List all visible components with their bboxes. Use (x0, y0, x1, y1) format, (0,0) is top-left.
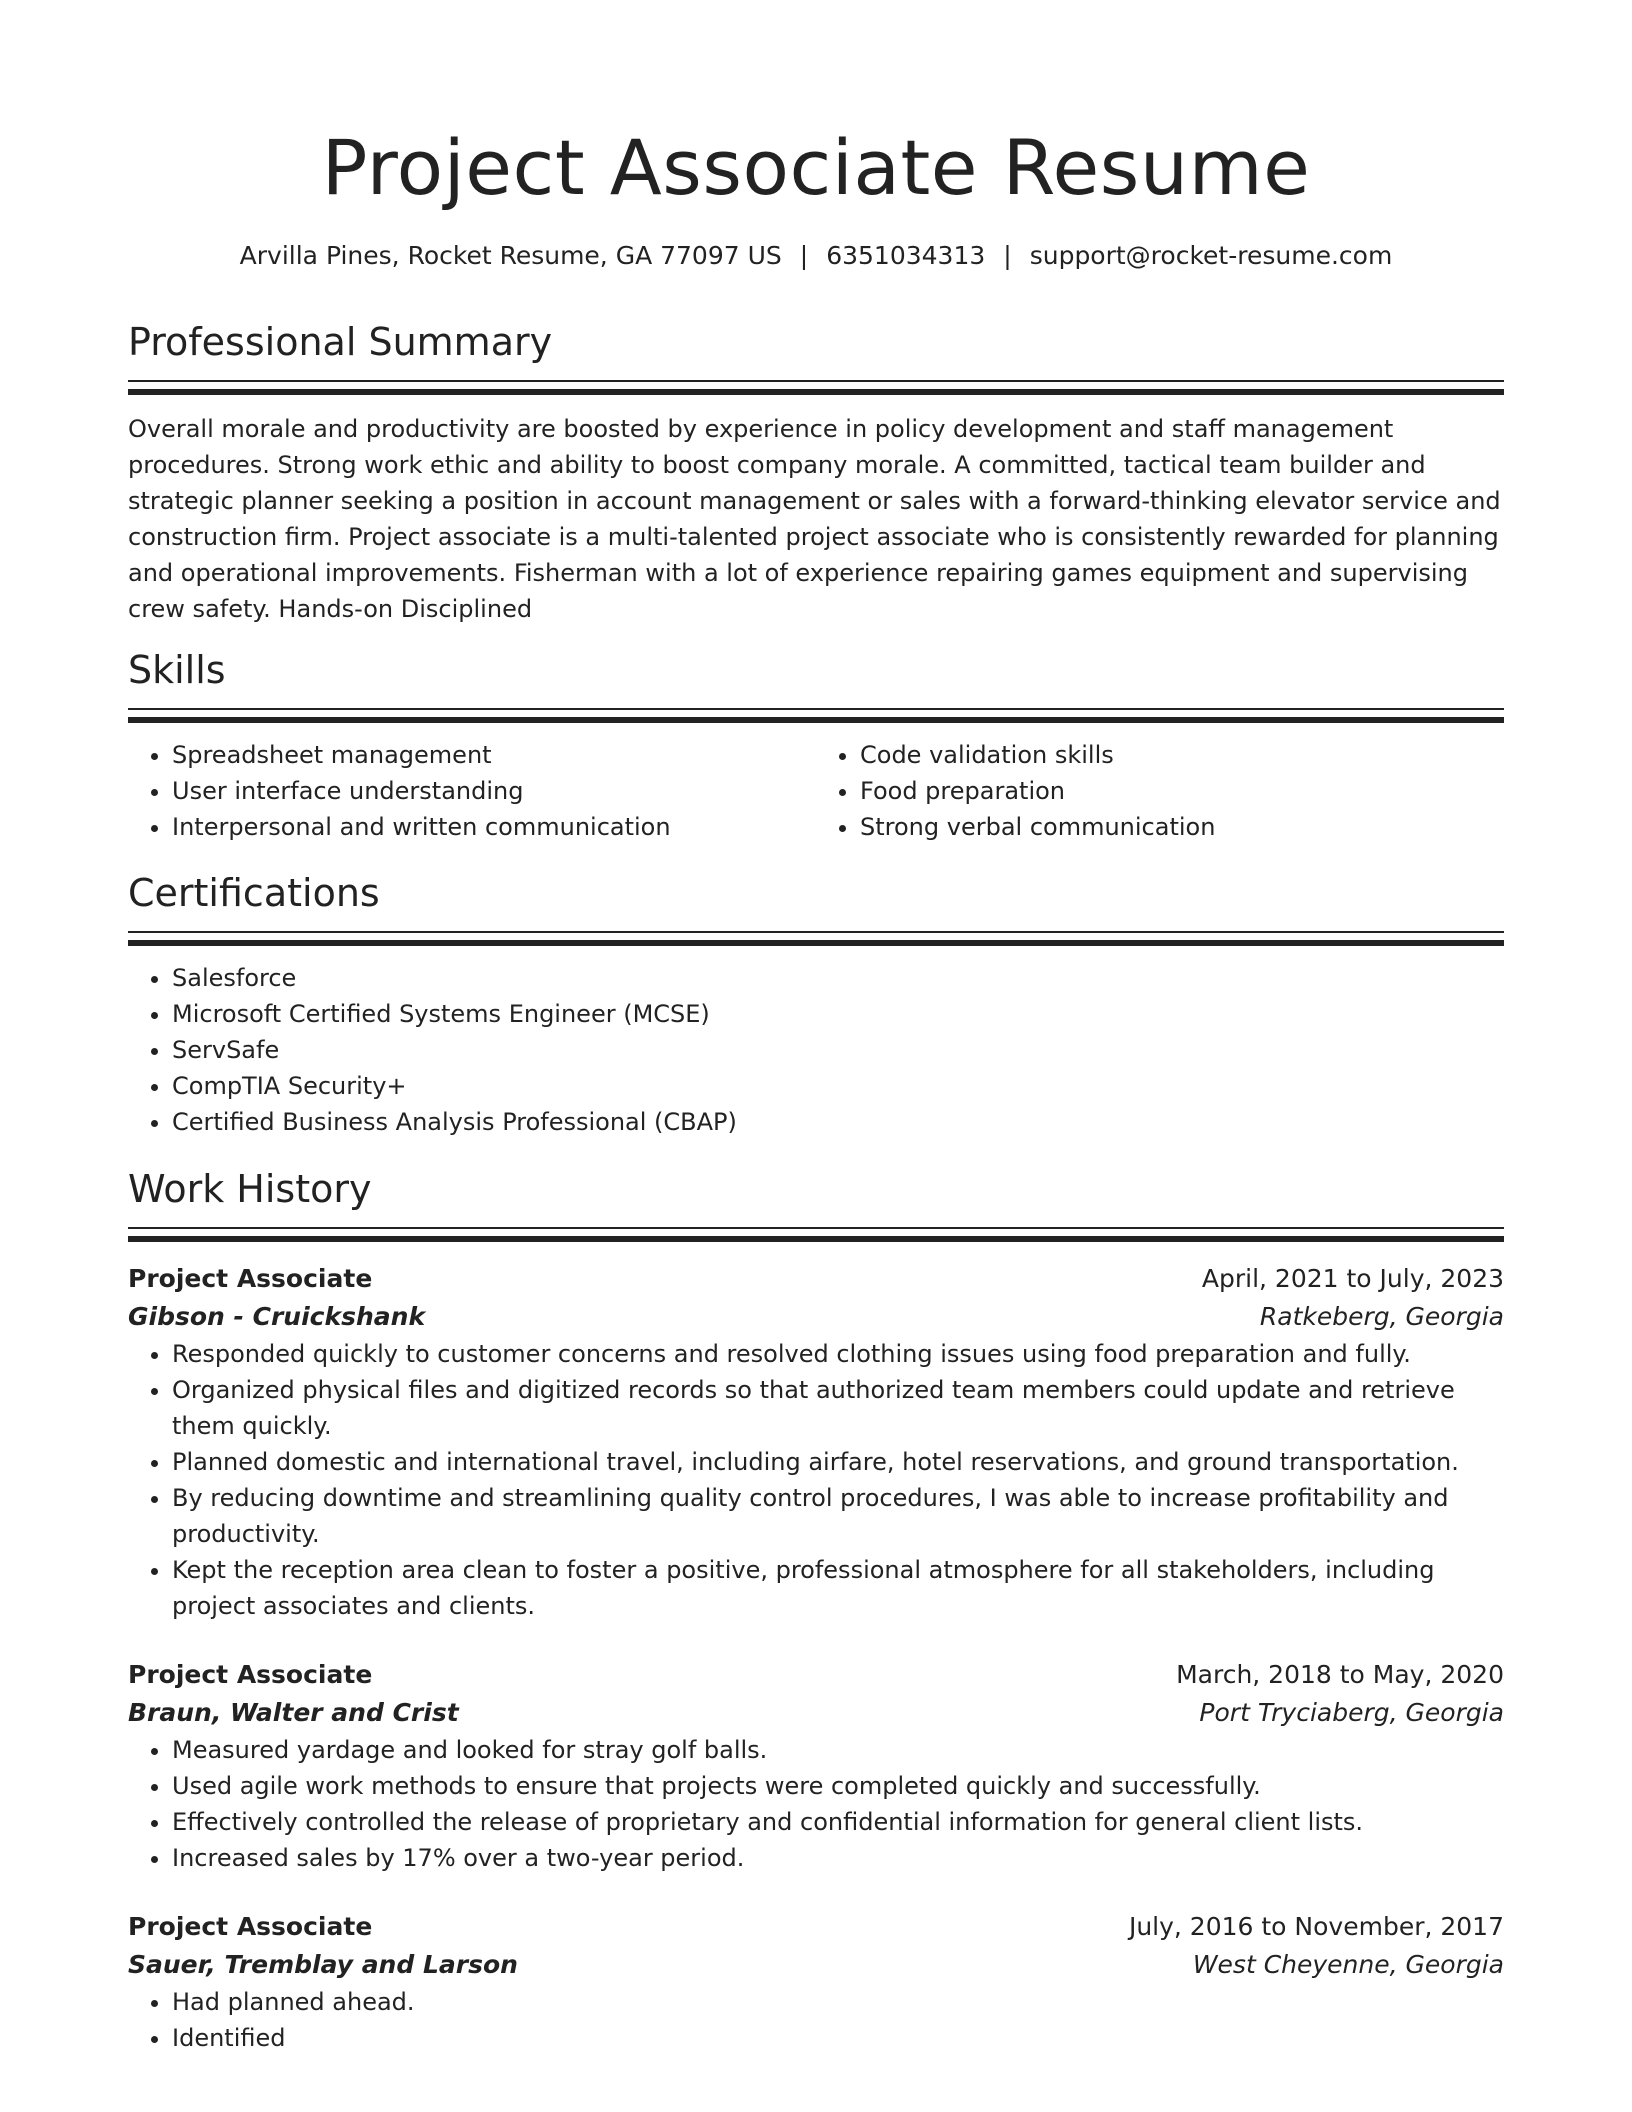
skill-item: • Interpersonal and written communication (172, 809, 816, 845)
certification-item: • ServSafe (172, 1032, 1504, 1068)
job-bullets (128, 1984, 1504, 2056)
certification-item: • CompTIA Security+ (172, 1068, 1504, 1104)
job-dates: March, 2018 to May, 2020 (1176, 1660, 1504, 1689)
job-header-row (128, 1260, 1504, 1298)
skill-item: • User interface understanding (172, 773, 816, 809)
job-bullet: • Identified (172, 2020, 1504, 2056)
job-header-row (128, 1656, 1504, 1694)
section-rule-thick (128, 940, 1504, 946)
job-bullets (128, 1336, 1504, 1624)
skill-item: • Strong verbal communication (860, 809, 1504, 845)
contact-phone: 6351034313 (826, 241, 986, 270)
job-dates: April, 2021 to July, 2023 (1201, 1264, 1504, 1293)
job-entry (128, 1260, 1504, 1624)
work-history-heading: Work History (128, 1167, 372, 1211)
section-rule-thin (128, 380, 1504, 382)
skill-item: • Code validation skills (860, 737, 1504, 773)
certifications-section (128, 868, 1504, 1140)
skills-list-right (816, 737, 1504, 845)
certification-item: • Salesforce (172, 960, 1504, 996)
summary-text: Overall morale and productivity are boosted by experience in policy development and staff management procedures. Strong work ethic and ability to boost company morale. A committed, tactical team builder and strategic planner seeking a position in account management or sales with a forward-thinking elevator service and construction firm. Project associate is a multi-talented project associate who is consistently rewarded for planning and operational improvements. Fisherman with a lot of experience repairing games equipment and supervising crew safety. Hands-on Disciplined (128, 415, 1501, 623)
contact-line (128, 236, 1504, 276)
job-bullet: • Used agile work methods to ensure that projects were completed quickly and successfully. (172, 1768, 1504, 1804)
work-history-section (128, 1164, 1504, 2056)
section-rule-thin (128, 708, 1504, 710)
summary-section (128, 317, 1504, 627)
contact-email: support@rocket-resume.com (1029, 241, 1393, 270)
skill-item: • Spreadsheet management (172, 737, 816, 773)
job-company-row (128, 1298, 1504, 1336)
certifications-heading: Certifications (128, 871, 380, 915)
job-bullet: • Kept the reception area clean to foster a positive, professional atmosphere for all stakeholders, including project associates and clients. (172, 1552, 1504, 1624)
skills-grid (128, 737, 1504, 845)
certifications-list (128, 960, 1504, 1140)
skill-item: • Food preparation (860, 773, 1504, 809)
job-title: Project Associate (128, 1264, 373, 1293)
job-location: West Cheyenne, Georgia (1192, 1950, 1504, 1979)
job-company: Gibson - Cruickshank (128, 1302, 426, 1331)
job-company: Sauer, Tremblay and Larson (128, 1950, 518, 1979)
contact-separator: | (799, 241, 809, 270)
job-dates: July, 2016 to November, 2017 (1128, 1912, 1504, 1941)
contact-address: Arvilla Pines, Rocket Resume, GA 77097 US (239, 241, 782, 270)
job-location: Port Tryciaberg, Georgia (1199, 1698, 1504, 1727)
skills-heading: Skills (128, 648, 226, 692)
job-entry (128, 1656, 1504, 1876)
job-title: Project Associate (128, 1912, 373, 1941)
certification-item: • Microsoft Certified Systems Engineer (MCSE) (172, 996, 1504, 1032)
job-location: Ratkeberg, Georgia (1259, 1302, 1504, 1331)
job-bullet: • Had planned ahead. (172, 1984, 1504, 2020)
job-bullet: • Increased sales by 17% over a two-year period. (172, 1840, 1504, 1876)
job-title: Project Associate (128, 1660, 373, 1689)
certification-item: • Certified Business Analysis Professional (CBAP) (172, 1104, 1504, 1140)
job-bullet: • Organized physical files and digitized records so that authorized team members could update and retrieve them quickly. (172, 1372, 1504, 1444)
job-company-row (128, 1946, 1504, 1984)
resume-title: Project Associate Resume (321, 123, 1311, 212)
job-bullet: • Planned domestic and international travel, including airfare, hotel reservations, and ground transportation. (172, 1444, 1504, 1480)
section-rule-thick (128, 717, 1504, 723)
section-rule-thick (128, 1236, 1504, 1242)
section-rule-thin (128, 931, 1504, 933)
section-rule-thick (128, 389, 1504, 395)
job-bullet: • Effectively controlled the release of proprietary and confidential information for general client lists. (172, 1804, 1504, 1840)
contact-separator: | (1003, 241, 1012, 270)
job-entry (128, 1908, 1504, 2056)
job-bullet: • By reducing downtime and streamlining quality control procedures, I was able to increase profitability and productivity. (172, 1480, 1504, 1552)
section-rule-thin (128, 1227, 1504, 1229)
skills-list-left (128, 737, 816, 845)
skills-section (128, 645, 1504, 845)
summary-heading: Professional Summary (128, 320, 553, 364)
job-bullet: • Responded quickly to customer concerns and resolved clothing issues using food preparation and fully. (172, 1336, 1504, 1372)
job-bullets (128, 1732, 1504, 1876)
job-bullet: • Measured yardage and looked for stray golf balls. (172, 1732, 1504, 1768)
job-header-row (128, 1908, 1504, 1946)
job-company-row (128, 1694, 1504, 1732)
job-company: Braun, Walter and Crist (128, 1698, 459, 1727)
